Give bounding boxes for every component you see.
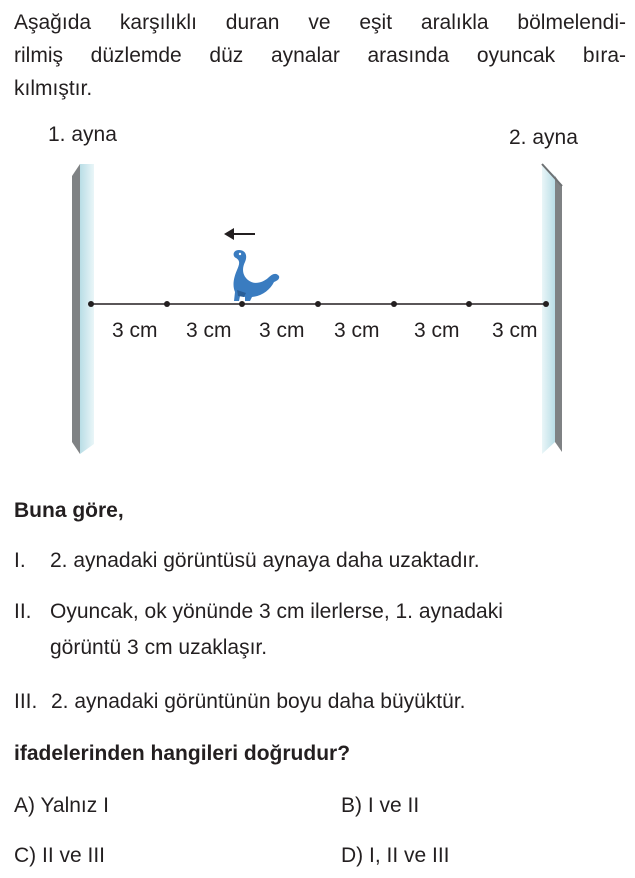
segment-label: 3 cm <box>334 319 380 342</box>
option-c[interactable]: C) II ve III <box>14 844 106 867</box>
tick-dot <box>466 301 472 307</box>
statement-2 <box>14 600 503 624</box>
segment-label: 3 cm <box>414 319 460 342</box>
segment-label: 3 cm <box>186 319 232 342</box>
statement-text: Oyuncak, ok yönünde 3 cm ilerlerse, 1. aynadaki <box>50 600 503 623</box>
mirror-2 <box>542 164 562 454</box>
tick-dot <box>543 301 549 307</box>
option-d[interactable]: D) I, II ve III <box>341 844 450 867</box>
tick-dot <box>88 301 94 307</box>
tick-dot <box>391 301 397 307</box>
segment-label: 3 cm <box>112 319 158 342</box>
mirror-2-label: 2. ayna <box>509 126 578 149</box>
segment-label: 3 cm <box>492 319 538 342</box>
question-lead: Buna göre, <box>14 499 124 522</box>
intro-line-1: Aşağıda karşılıklı duran ve eşit aralıkla bölmelendi- <box>14 11 626 34</box>
statement-text: 2. aynadaki görüntüsü aynaya daha uzaktadır. <box>50 549 480 572</box>
intro-line-2: rilmiş düzlemde düz aynalar arasında oyuncak bıra- <box>14 44 626 67</box>
statement-number: II. <box>14 600 32 623</box>
statement-number: III. <box>14 690 38 713</box>
left-arrow-icon <box>224 228 255 240</box>
option-a[interactable]: A) Yalnız I <box>14 794 109 817</box>
intro-line-3: kılmıştır. <box>14 77 93 100</box>
dinosaur-icon <box>234 250 280 301</box>
mirror-1 <box>72 164 94 454</box>
question-prompt: ifadelerinden hangileri doğrudur? <box>14 742 351 765</box>
tick-dot <box>164 301 170 307</box>
statement-3 <box>14 690 465 714</box>
statement-2-continued: görüntü 3 cm uzaklaşır. <box>50 636 268 659</box>
statement-1 <box>14 549 480 573</box>
tick-dot <box>239 301 245 307</box>
tick-dot <box>315 301 321 307</box>
mirror-1-label: 1. ayna <box>48 123 117 146</box>
statement-text: 2. aynadaki görüntünün boyu daha büyüktür. <box>51 690 466 713</box>
statement-number: I. <box>14 549 26 572</box>
segment-label: 3 cm <box>259 319 305 342</box>
option-b[interactable]: B) I ve II <box>341 794 420 817</box>
